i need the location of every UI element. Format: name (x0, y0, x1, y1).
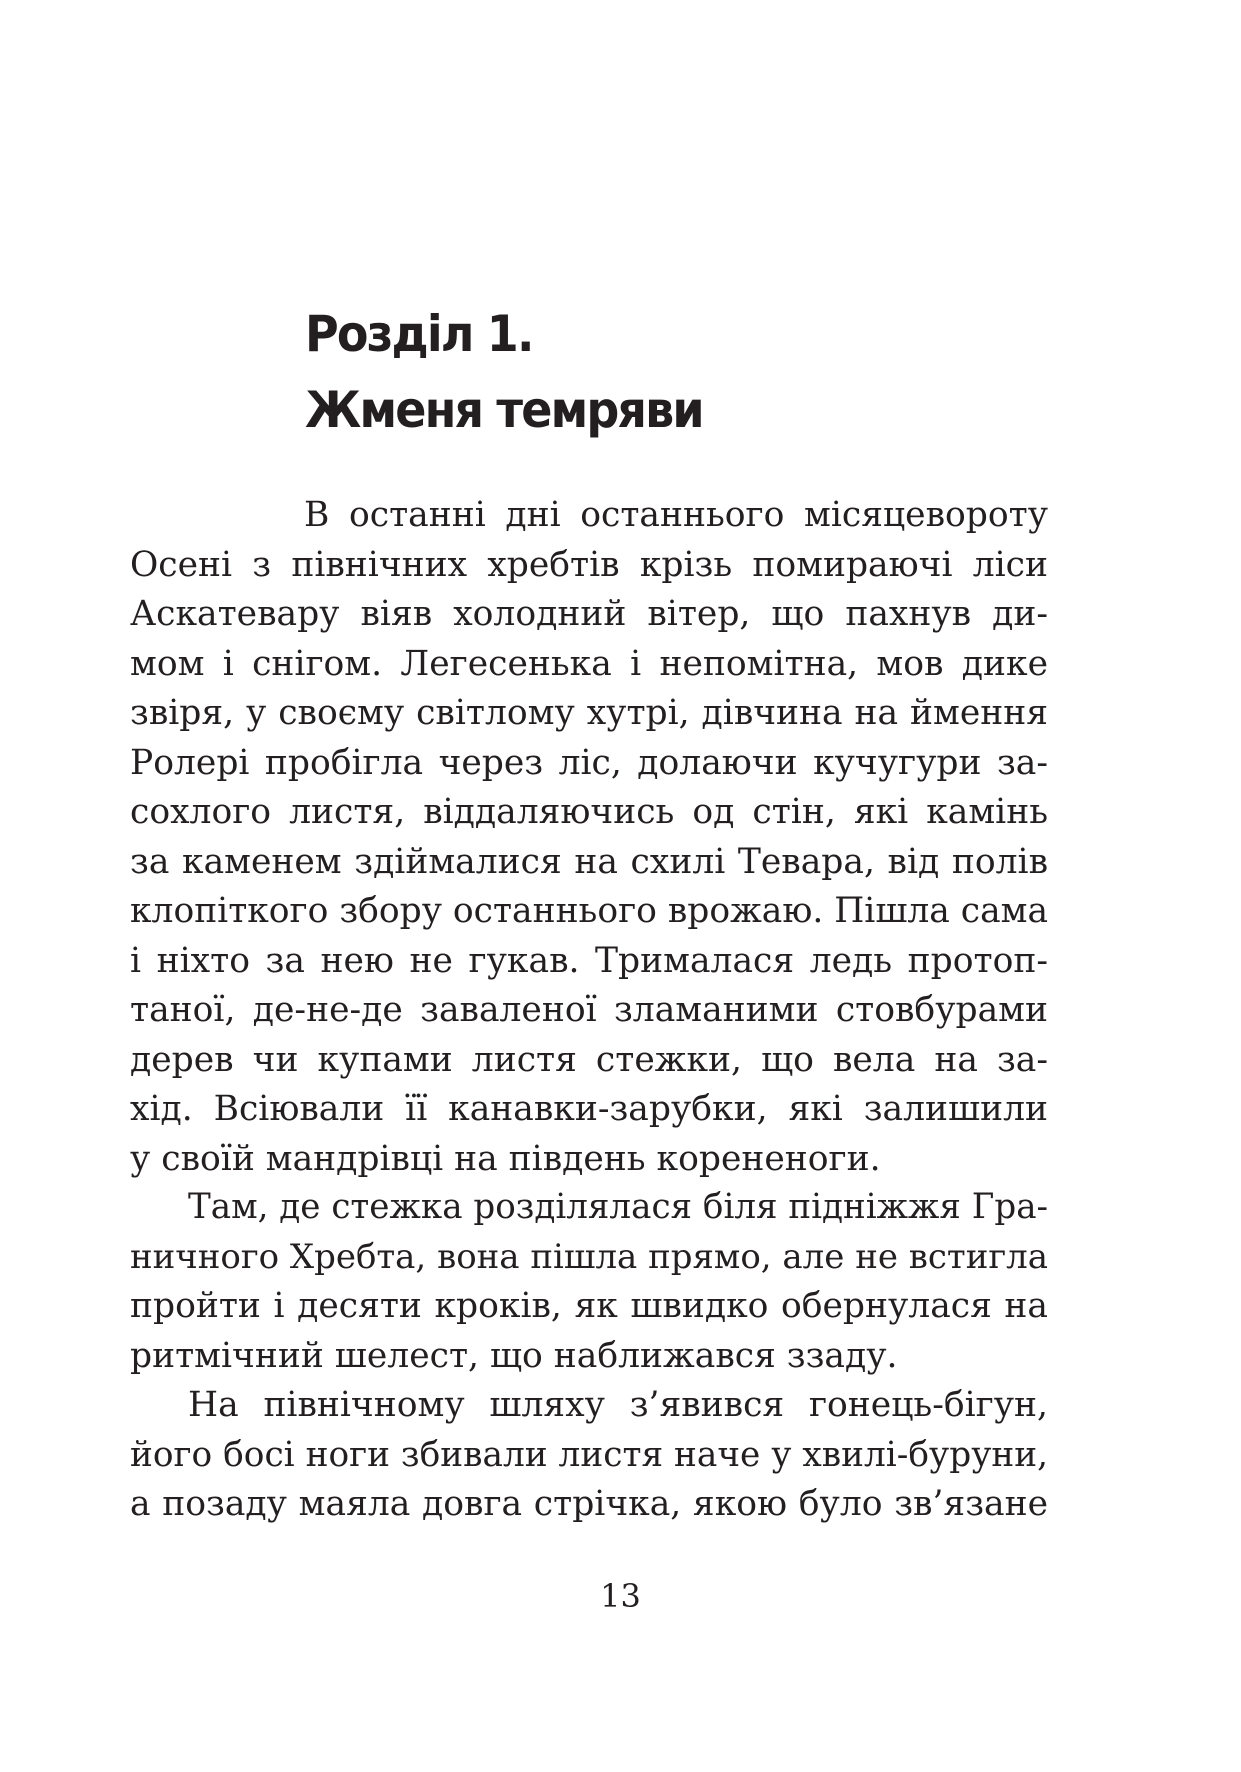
text-line: Там, де стежка розділялася біля підніжжя Гра- (188, 1187, 1049, 1227)
text-line: мом і снігом. Легесенька і непомітна, мов дике (130, 643, 1048, 684)
text-line: В останні дні останнього місяцевороту (304, 495, 1048, 535)
text-line: клопіткого збору останнього врожаю. Пішла сама (130, 891, 1048, 931)
text-line: таної, де-не-де заваленої зламаними стовбурами (130, 990, 1048, 1030)
paragraph-1 (130, 491, 1048, 1184)
text-line: звіря, у своєму світлому хутрі, дівчина на ймення (130, 693, 1048, 733)
text-line: і ніхто за нею не гукав. Трималася ледь протоп- (130, 940, 1048, 981)
text-line: у своїй мандрівці на південь корененоги. (130, 1138, 881, 1179)
text-line: хід. Всіювали її канавки-зарубки, які залишили (130, 1089, 1048, 1129)
text-line: сохлого листя, віддаляючись од стін, які камінь (130, 792, 1048, 832)
chapter-name: Жменя темряви (305, 381, 703, 439)
text-line: ритмічний шелест, що наближався ззаду. (130, 1335, 898, 1376)
paragraph-2 (130, 1183, 1048, 1381)
text-line: Аскатевару віяв холодний вітер, що пахнув ди- (130, 594, 1048, 634)
text-line: пройти і десяти кроків, як швидко обернулася на (130, 1286, 1048, 1326)
chapter-number: Розділ 1. (305, 305, 533, 363)
text-line: дерев чи купами листя стежки, що вела на за- (130, 1039, 1048, 1080)
page-number: 13 (600, 1577, 641, 1615)
text-line: ничного Хребта, вона пішла прямо, але не встигла (130, 1236, 1048, 1277)
chapter-title (305, 296, 703, 448)
paragraph-3 (130, 1381, 1048, 1530)
text-line: На північному шляху з’явився гонець-бігун, (188, 1385, 1048, 1425)
text-line: Осені з північних хребтів крізь помираючі ліси (130, 544, 1048, 585)
text-line: Ролері пробігла через ліс, долаючи кучугури за- (130, 742, 1048, 783)
text-line: його босі ноги збивали листя наче у хвилі-буруни, (130, 1434, 1049, 1475)
text-line: за каменем здіймалися на схилі Тевара, від полів (130, 841, 1048, 882)
text-line: а позаду маяла довга стрічка, якою було зв’язане (130, 1484, 1048, 1524)
